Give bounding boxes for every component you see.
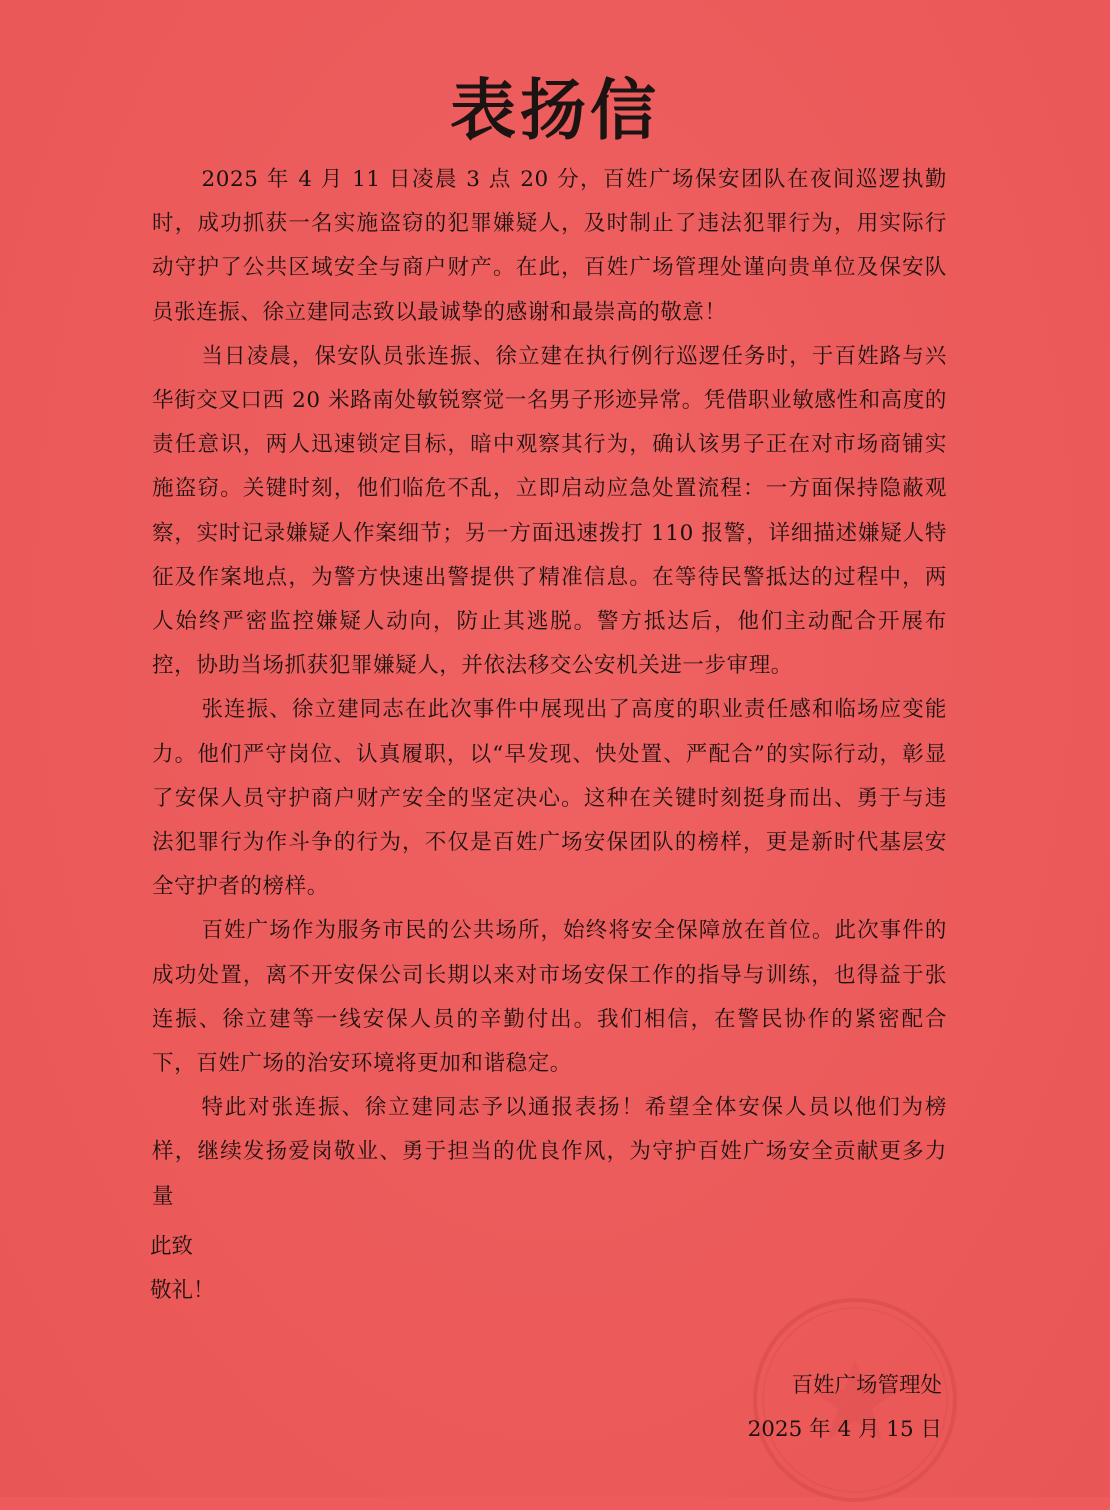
body-paragraph: 百姓广场作为服务市民的公共场所，始终将安全保障放在首位。此次事件的成功处置，离不开安保公司长期以来对市场安保工作的指导与训练，也得益于张连振、徐立建等一线安保人员的辛勤付出。我们相信，在警民协作的紧密配合下，百姓广场的治安环境将更加和谐稳定。 bbox=[152, 918, 947, 1077]
body-paragraph: 2025 年 4 月 11 日凌晨 3 点 20 分，百姓广场保安团队在夜间巡逻执勤时，成功抓获一名实施盗窃的犯罪嫌疑人，及时制止了违法犯罪行为，用实际行动守护了公共区域安全与商户财产。在此，百姓广场管理处谨向贵单位及保安队员张连振、徐立建同志致以最诚挚的感谢和最崇高的敬意！ bbox=[152, 167, 947, 325]
body-paragraph: 张连振、徐立建同志在此次事件中展现出了高度的职业责任感和临场应变能力。他们严守岗位、认真履职，以“早发现、快处置、严配合”的实际行动，彰显了安保人员守护商户财产安全的坚定决心。这种在关键时刻挺身而出、勇于与违法犯罪行为作斗争的行为，不仅是百姓广场安保团队的榜样，更是新时代基层安全守护者的榜样。 bbox=[152, 697, 947, 900]
body-paragraph: 当日凌晨，保安队员张连振、徐立建在执行例行巡逻任务时，于百姓路与兴华街交叉口西 20 米路南处敏锐察觉一名男子形迹异常。凭借职业敏感性和高度的责任意识，两人迅速锁定目标，暗中观察其行为，确认该男子正在对市场商铺实施盗窃。关键时刻，他们临危不乱，立即启动应急处置流程：一方面保持隐蔽观察，实时记录嫌疑人作案细节；另一方面迅速拨打 110 报警，详细描述嫌疑人特征及作案地点，为警方快速出警提供了精准信息。在等待民警抵达的过程中，两人始终严密监控嫌疑人动向，防止其逃脱。警方抵达后，他们主动配合开展布控，协助当场抓获犯罪嫌疑人，并依法移交公安机关进一步审理。 bbox=[152, 343, 947, 679]
closing-salutation: 此致 bbox=[150, 1234, 194, 1259]
letter-body bbox=[152, 158, 947, 1219]
signature-organization: 百姓广场管理处 bbox=[791, 1373, 942, 1398]
letter-title: 表扬信 bbox=[450, 71, 660, 149]
letter-signature bbox=[748, 1364, 942, 1452]
signature-date: 2025 年 4 月 15 日 bbox=[747, 1417, 942, 1442]
closing-regards: 敬礼！ bbox=[150, 1278, 215, 1303]
body-paragraph: 特此对张连振、徐立建同志予以通报表扬！希望全体安保人员以他们为榜样，继续发扬爱岗敬业、勇于担当的优良作风，为守护百姓广场安全贡献更多力量 bbox=[152, 1095, 947, 1209]
letter-closing bbox=[150, 1225, 215, 1313]
